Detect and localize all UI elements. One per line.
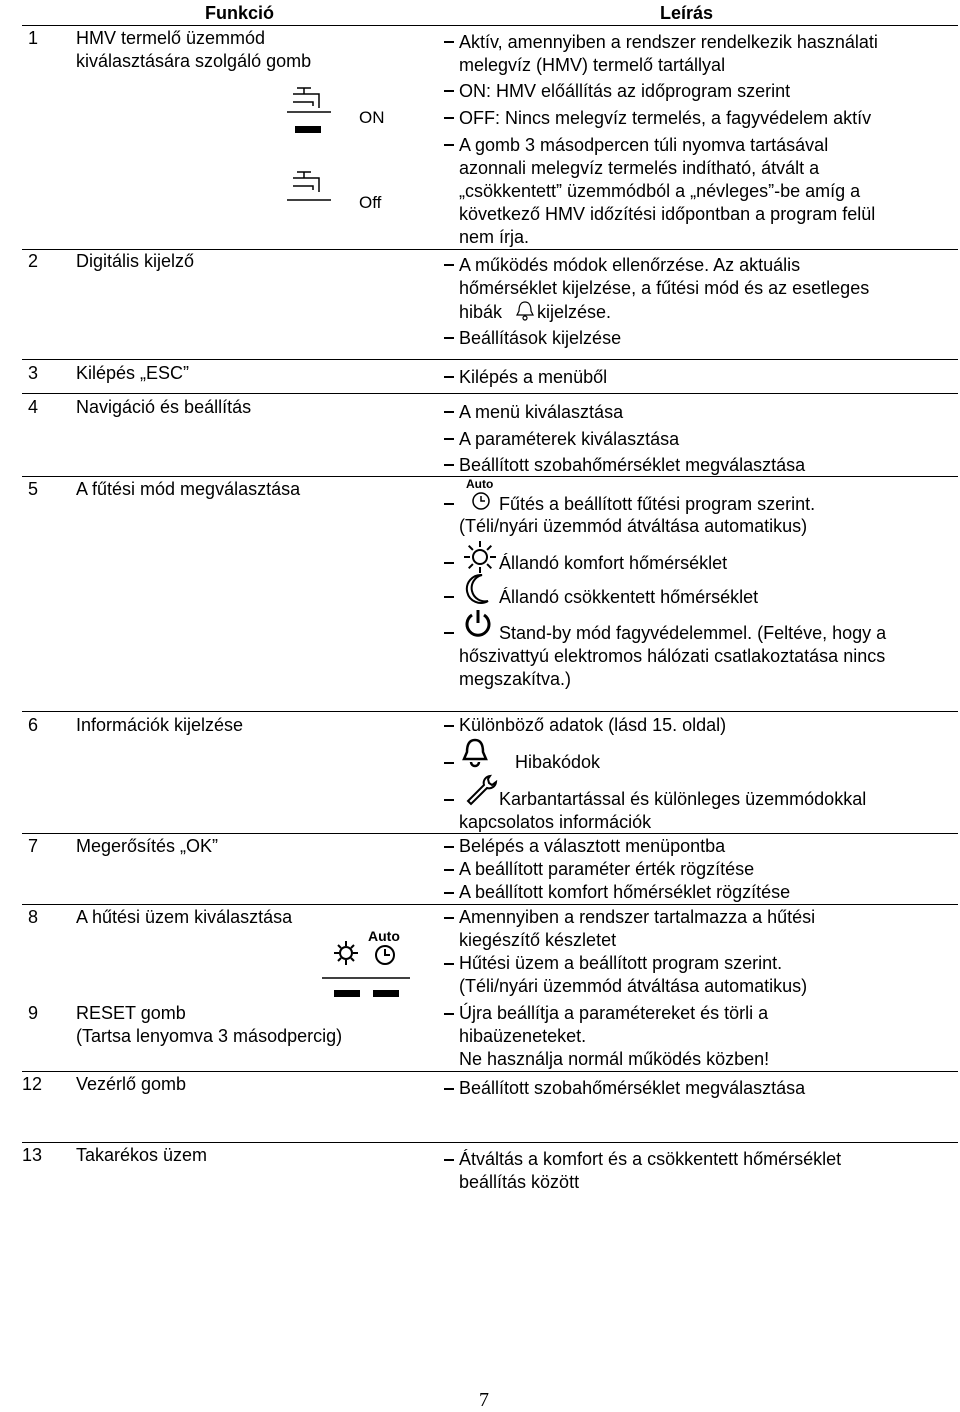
row-divider [22, 711, 958, 712]
row-6-desc-3: Karbantartással és különleges üzemmódokkal [499, 789, 867, 809]
row-2-desc-5: Beállítások kijelzése [459, 328, 622, 348]
row-5-desc-3: Állandó komfort hőmérséklet [499, 553, 728, 573]
page-number: 7 [479, 1389, 489, 1411]
row-6-desc-4: kapcsolatos információk [459, 812, 652, 832]
row-1-function-line1: HMV termelő üzemmód [76, 28, 266, 48]
row-4-function: Navigáció és beállítás [76, 397, 252, 417]
row-2-desc-1: A működés módok ellenőrzése. Az aktuális [459, 255, 801, 275]
row-7-function: Megerősítés „OK” [76, 836, 219, 856]
header-function: Funkció [205, 3, 275, 23]
row-9-function-line1: RESET gomb [76, 1003, 186, 1023]
bullet-dash [444, 917, 454, 919]
bullet-dash [444, 41, 454, 43]
off-label: Off [359, 193, 382, 212]
row-13-desc-2: beállítás között [459, 1172, 580, 1192]
header-divider [22, 25, 958, 26]
row-4-desc-1: A menü kiválasztása [459, 402, 624, 422]
row-2-function: Digitális kijelző [76, 251, 195, 271]
bullet-dash [444, 892, 454, 894]
row-8-desc-4: (Téli/nyári üzemmód átváltása automatikus) [459, 976, 808, 996]
bullet-dash [444, 117, 454, 119]
row-6-number: 6 [28, 715, 39, 735]
bullet-dash [444, 596, 454, 598]
row-5-function: A fűtési mód megválasztása [76, 479, 301, 499]
row-divider [22, 904, 958, 905]
row-3-number: 3 [28, 363, 39, 383]
bullet-dash [444, 503, 454, 505]
row-6-function: Információk kijelzése [76, 715, 244, 735]
auto-label: Auto [466, 477, 494, 491]
row-2-desc-2: hőmérséklet kijelzése, a fűtési mód és az esetleges [459, 278, 870, 298]
row-1-desc-7: „csökkentett” üzemmódból a „névleges”-be amíg a [459, 181, 861, 201]
bullet-dash [444, 411, 454, 413]
row-divider [22, 359, 958, 360]
bullet-dash [444, 337, 454, 339]
row-5-desc-6: hőszivattyú elektromos hálózati csatlakoztatása nincs [459, 646, 886, 666]
wrench-icon [464, 773, 498, 807]
row-1-desc-2: melegvíz (HMV) termelő tartállyal [459, 55, 726, 75]
row-9-desc-3: Ne használja normál működés közben! [459, 1049, 770, 1069]
row-1-desc-6: azonnali melegvíz termelés indítható, átvált a [459, 158, 820, 178]
row-3-desc: Kilépés a menüből [459, 367, 608, 387]
row-2-desc-4: kijelzése. [537, 302, 612, 322]
row-9-function-line2: (Tartsa lenyomva 3 másodpercig) [76, 1026, 343, 1046]
row-5-desc-1: Fűtés a beállított fűtési program szerint. [499, 494, 816, 514]
row-12-number: 12 [22, 1074, 43, 1094]
bullet-dash [444, 90, 454, 92]
row-3-function: Kilépés „ESC” [76, 363, 190, 383]
heat-bar [334, 990, 360, 997]
row-9-number: 9 [28, 1003, 39, 1023]
row-2-desc-3: hibák [459, 302, 503, 322]
row-12-desc: Beállított szobahőmérséklet megválasztása [459, 1078, 806, 1098]
tap-icon [293, 88, 319, 108]
row-1-number: 1 [28, 28, 39, 48]
moon-icon [464, 573, 492, 605]
row-6-desc-2: Hibakódok [515, 752, 601, 772]
snowflake-sun-icon [334, 941, 358, 965]
row-1-desc-5: A gomb 3 másodpercen túli nyomva tartásával [459, 135, 829, 155]
row-7-desc-2: A beállított paraméter érték rögzítése [459, 859, 755, 879]
bullet-dash [444, 464, 454, 466]
row-13-function: Takarékos üzem [76, 1145, 208, 1165]
sun-icon [463, 540, 497, 574]
row-4-desc-2: A paraméterek kiválasztása [459, 429, 680, 449]
tap-icon [293, 172, 319, 192]
bullet-dash [444, 1088, 454, 1090]
row-5-desc-2: (Téli/nyári üzemmód átváltása automatikus) [459, 516, 808, 536]
bell-icon [460, 737, 490, 769]
row-1-desc-4: OFF: Nincs melegvíz termelés, a fagyvédelem aktív [459, 108, 872, 128]
cool-bar [373, 990, 399, 997]
row-8-function: A hűtési üzem kiválasztása [76, 907, 293, 927]
row-4-number: 4 [28, 397, 39, 417]
bullet-dash [444, 846, 454, 848]
row-6-desc-1: Különböző adatok (lásd 15. oldal) [459, 715, 727, 735]
row-divider [22, 833, 958, 834]
row-1-desc-1: Aktív, amennyiben a rendszer rendelkezik használati [459, 32, 878, 52]
auto-label: Auto [368, 928, 400, 944]
row-8-number: 8 [28, 907, 39, 927]
row-9-desc-1: Újra beállítja a paramétereket és törli a [459, 1003, 769, 1023]
row-7-desc-3: A beállított komfort hőmérséklet rögzítése [459, 882, 791, 902]
bullet-dash [444, 376, 454, 378]
row-8-desc-3: Hűtési üzem a beállított program szerint. [459, 953, 783, 973]
bell-icon [514, 299, 536, 321]
bullet-dash [444, 1159, 454, 1161]
row-7-desc-1: Belépés a választott menüpontba [459, 836, 726, 856]
row-12-function: Vezérlő gomb [76, 1074, 187, 1094]
row-13-desc-1: Átváltás a komfort és a csökkentett hőmérséklet [459, 1149, 842, 1169]
on-bar [295, 126, 321, 133]
power-icon [462, 608, 494, 640]
row-5-desc-5: Stand-by mód fagyvédelemmel. (Feltéve, hogy a [499, 623, 887, 643]
bullet-dash [444, 632, 454, 634]
row-1-desc-8: következő HMV időzítési időpontban a program felül [459, 204, 876, 224]
bullet-dash [444, 562, 454, 564]
on-label: ON [359, 108, 385, 127]
row-5-desc-7: megszakítva.) [459, 669, 572, 689]
bullet-dash [444, 725, 454, 727]
clock-icon [470, 491, 492, 511]
bullet-dash [444, 264, 454, 266]
row-divider [22, 1071, 958, 1072]
row-8-desc-2: kiegészítő készletet [459, 930, 617, 950]
bullet-dash [444, 762, 454, 764]
row-13-number: 13 [22, 1145, 43, 1165]
row-divider [22, 393, 958, 394]
bullet-dash [444, 799, 454, 801]
bullet-dash [444, 144, 454, 146]
row-1-desc-3: ON: HMV előállítás az időprogram szerint [459, 81, 791, 101]
row-1-function-line2: kiválasztására szolgáló gomb [76, 51, 312, 71]
row-8-desc-1: Amennyiben a rendszer tartalmazza a hűtési [459, 907, 816, 927]
row-5-desc-4: Állandó csökkentett hőmérséklet [499, 587, 759, 607]
row-2-number: 2 [28, 251, 39, 271]
clock-icon [376, 946, 394, 964]
bullet-dash [444, 963, 454, 965]
row-divider [22, 1142, 958, 1143]
bullet-dash [444, 438, 454, 440]
row-1-desc-9: nem írja. [459, 227, 530, 247]
bullet-dash [444, 1013, 454, 1015]
bullet-dash [444, 869, 454, 871]
header-description: Leírás [660, 3, 714, 23]
row-4-desc-3: Beállított szobahőmérséklet megválasztása [459, 455, 806, 475]
row-7-number: 7 [28, 836, 39, 856]
row-9-desc-2: hibaüzeneteket. [459, 1026, 587, 1046]
row-5-number: 5 [28, 479, 39, 499]
